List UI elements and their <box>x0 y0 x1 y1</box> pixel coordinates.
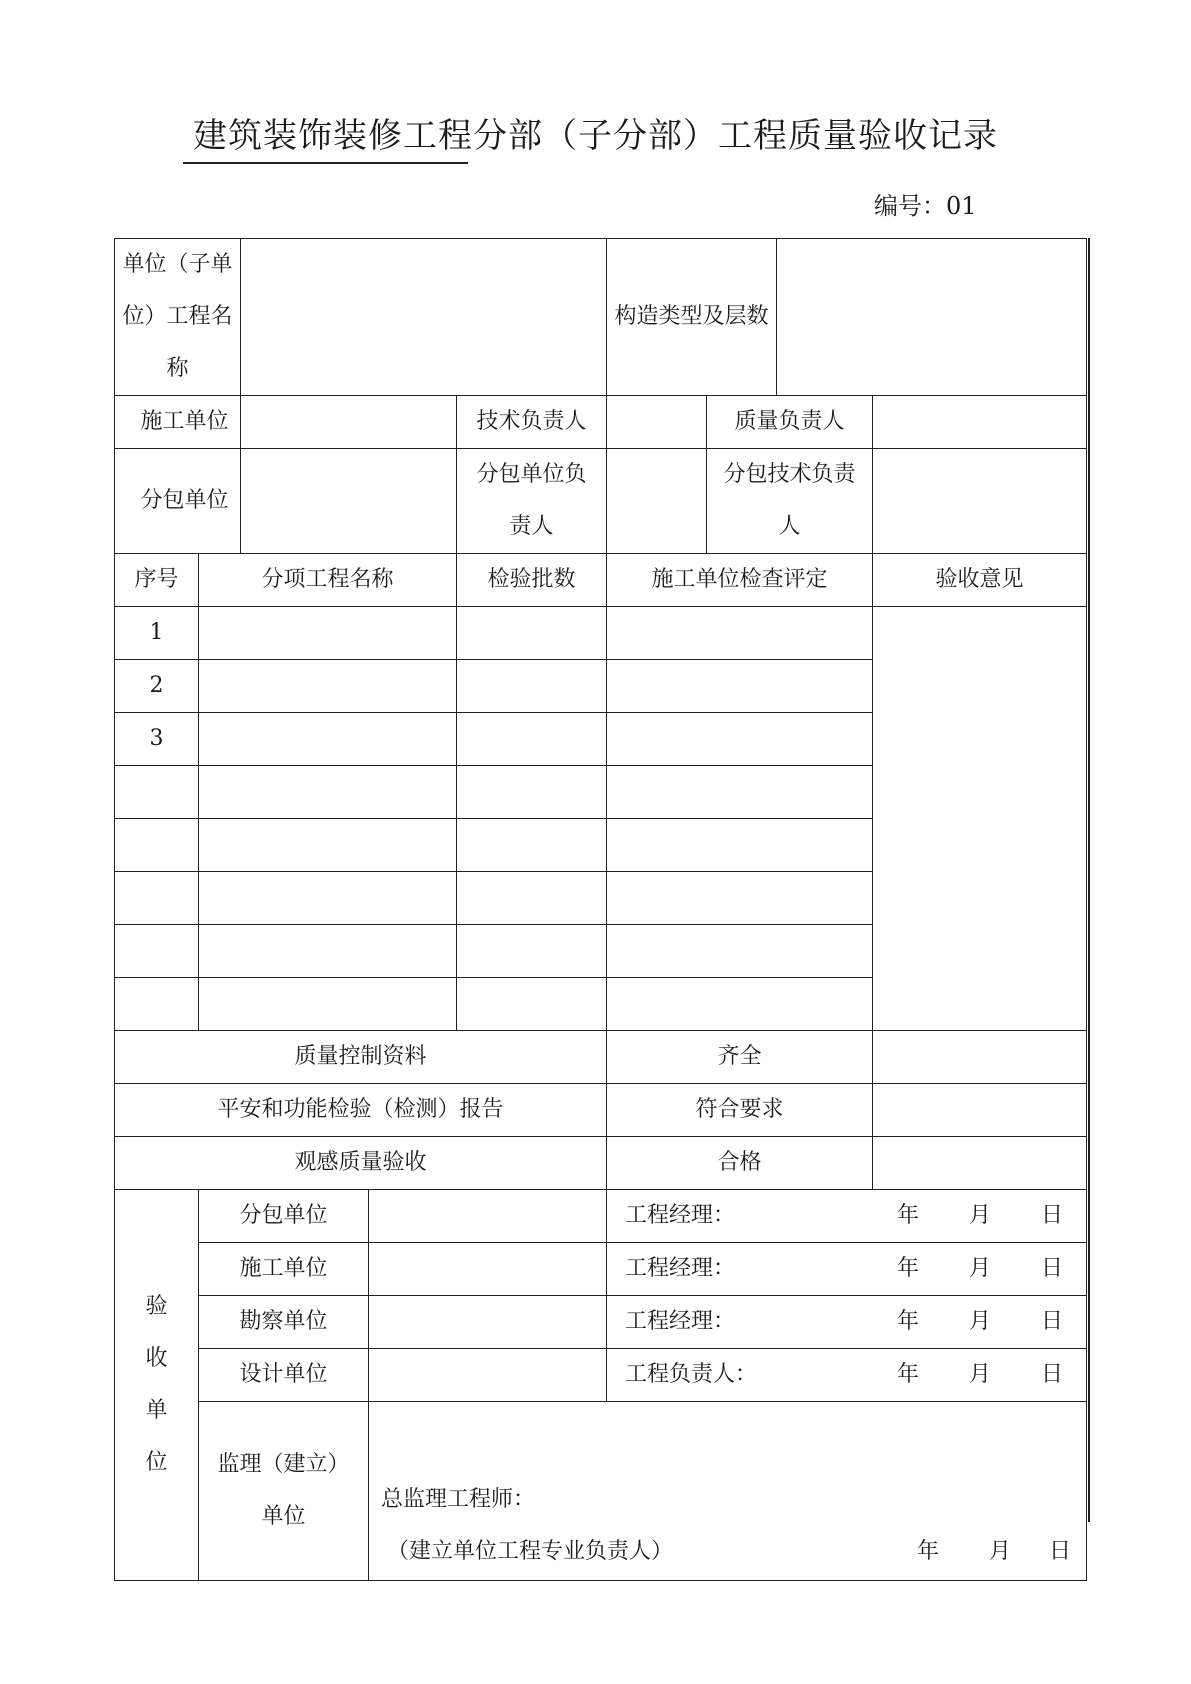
row-batch-count[interactable] <box>457 660 607 713</box>
row-seq <box>115 766 199 819</box>
row-batch-count[interactable] <box>457 925 607 978</box>
unit-signature[interactable] <box>369 1349 607 1402</box>
lead-note: （建立单位工程专业负责人） <box>387 1539 674 1564</box>
form-table <box>114 238 1087 1581</box>
date-day: 日 <box>1049 1539 1072 1564</box>
col-contractor-eval: 施工单位检查评定 <box>607 554 873 607</box>
sub-tech-lead-label: 分包技术负责 人 <box>707 449 873 554</box>
row-batch-count[interactable] <box>457 607 607 660</box>
tech-lead-label: 技术负责人 <box>457 396 607 449</box>
row-batch-count[interactable] <box>457 766 607 819</box>
unit-signer-date: 工程负责人： 年 月 日 <box>607 1349 1087 1402</box>
check-opinion[interactable] <box>873 1084 1087 1137</box>
table-row <box>115 607 1087 660</box>
check-result: 合格 <box>607 1137 873 1190</box>
check-result: 符合要求 <box>607 1084 873 1137</box>
tech-lead-value[interactable] <box>607 396 707 449</box>
check-row <box>115 1031 1087 1084</box>
row-item-name[interactable] <box>199 660 457 713</box>
unit-signer-date: 工程经理： 年 月 日 <box>607 1190 1087 1243</box>
unit-signer-date: 工程经理： 年 月 日 <box>607 1296 1087 1349</box>
chief-engineer-label: 总监理工程师： <box>381 1487 536 1512</box>
sub-lead-label: 分包单位负 责人 <box>457 449 607 554</box>
check-row <box>115 1137 1087 1190</box>
acceptance-form <box>114 238 1086 1564</box>
row-batch-count[interactable] <box>457 819 607 872</box>
col-item-name: 分项工程名称 <box>199 554 457 607</box>
unit-name: 设计单位 <box>199 1349 369 1402</box>
check-label: 观感质量验收 <box>115 1137 607 1190</box>
check-row <box>115 1084 1087 1137</box>
row-seq <box>115 925 199 978</box>
document-number: 编号：01 <box>874 192 977 220</box>
row-contractor-eval[interactable] <box>607 819 873 872</box>
acceptance-unit-row <box>115 1349 1087 1402</box>
check-opinion[interactable] <box>873 1031 1087 1084</box>
right-margin-bar <box>1088 238 1090 1522</box>
acceptance-unit-row <box>115 1190 1087 1243</box>
check-result: 齐全 <box>607 1031 873 1084</box>
row-contractor-eval[interactable] <box>607 978 873 1031</box>
row-batch-count[interactable] <box>457 872 607 925</box>
unit-name-label: 单位（子单 位）工程名称 <box>115 239 241 396</box>
row-contractor-eval[interactable] <box>607 872 873 925</box>
col-seq: 序号 <box>115 554 199 607</box>
unit-signer-date: 工程经理： 年 月 日 <box>607 1243 1087 1296</box>
row-seq <box>115 978 199 1031</box>
row-seq: 3 <box>115 713 199 766</box>
acceptance-unit-row <box>115 1243 1087 1296</box>
subcontractor-label: 分包单位 <box>115 449 241 554</box>
sub-lead-value[interactable] <box>607 449 707 554</box>
acceptance-group-label: 验 收 单 位 <box>115 1190 199 1581</box>
row-item-name[interactable] <box>199 925 457 978</box>
row-contractor-eval[interactable] <box>607 607 873 660</box>
unit-name: 勘察单位 <box>199 1296 369 1349</box>
title-underline <box>183 162 468 164</box>
row-contractor-eval[interactable] <box>607 660 873 713</box>
row-seq <box>115 819 199 872</box>
row-item-name[interactable] <box>199 872 457 925</box>
quality-lead-value[interactable] <box>873 396 1087 449</box>
unit-signature[interactable] <box>369 1190 607 1243</box>
supervisor-signature-area[interactable] <box>369 1402 1087 1581</box>
contractor-value[interactable] <box>241 396 457 449</box>
row-item-name[interactable] <box>199 766 457 819</box>
row-seq <box>115 872 199 925</box>
unit-signature[interactable] <box>369 1296 607 1349</box>
row-contractor-eval[interactable] <box>607 713 873 766</box>
row-batch-count[interactable] <box>457 978 607 1031</box>
subcontractor-value[interactable] <box>241 449 457 554</box>
row-item-name[interactable] <box>199 819 457 872</box>
row-seq: 2 <box>115 660 199 713</box>
acceptance-unit-row <box>115 1296 1087 1349</box>
contractor-label: 施工单位 <box>115 396 241 449</box>
col-batch-count: 检验批数 <box>457 554 607 607</box>
structure-value[interactable] <box>777 239 1087 396</box>
page-title: 建筑装饰装修工程分部（子分部）工程质量验收记录 <box>193 116 998 156</box>
row-item-name[interactable] <box>199 607 457 660</box>
col-acceptance-opinion: 验收意见 <box>873 554 1087 607</box>
row-contractor-eval[interactable] <box>607 925 873 978</box>
acceptance-opinion-cell[interactable] <box>873 607 1087 1031</box>
unit-name: 分包单位 <box>199 1190 369 1243</box>
check-opinion[interactable] <box>873 1137 1087 1190</box>
date-year: 年 <box>917 1539 940 1564</box>
row-batch-count[interactable] <box>457 713 607 766</box>
structure-label: 构造类型及层数 <box>607 239 777 396</box>
row-item-name[interactable] <box>199 978 457 1031</box>
unit-name-value[interactable] <box>241 239 607 396</box>
check-label: 平安和功能检验（检测）报告 <box>115 1084 607 1137</box>
row-contractor-eval[interactable] <box>607 766 873 819</box>
check-label: 质量控制资料 <box>115 1031 607 1084</box>
sub-tech-lead-value[interactable] <box>873 449 1087 554</box>
supervisor-row <box>115 1402 1087 1581</box>
date-month: 月 <box>989 1539 1012 1564</box>
row-seq: 1 <box>115 607 199 660</box>
quality-lead-label: 质量负责人 <box>707 396 873 449</box>
unit-signature[interactable] <box>369 1243 607 1296</box>
unit-name: 施工单位 <box>199 1243 369 1296</box>
row-item-name[interactable] <box>199 713 457 766</box>
supervisor-unit-label: 监理（建立） 单位 <box>199 1402 369 1581</box>
